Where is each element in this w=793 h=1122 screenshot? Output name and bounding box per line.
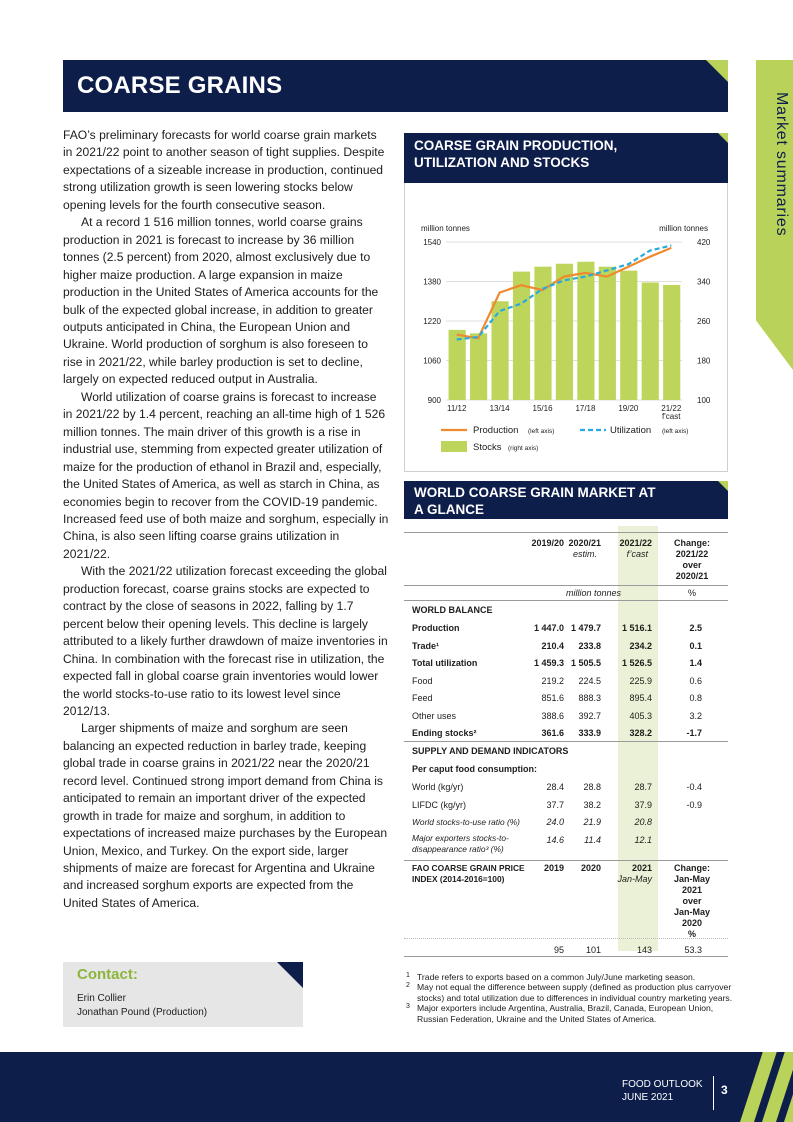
footer-date: JUNE 2021 — [622, 1092, 674, 1103]
right-tick-label: 340 — [697, 277, 711, 287]
right-tick-label: 100 — [697, 396, 711, 405]
cell-value: 101 — [585, 945, 601, 955]
col-subhead: estim. — [572, 549, 597, 559]
rule — [404, 741, 728, 742]
cell-value: 392.7 — [578, 710, 601, 721]
col-head: 2021/22 — [675, 549, 709, 559]
col-head: over — [682, 560, 702, 570]
footnote-number: 3 — [406, 1003, 410, 1011]
footnote-number: 2 — [406, 982, 410, 990]
footnotes — [404, 972, 734, 1024]
cell-value: 37.9 — [634, 799, 652, 810]
cell-value: 2.5 — [689, 623, 702, 633]
cell-value: 851.6 — [541, 693, 564, 703]
row-label: LIFDC (kg/yr) — [412, 799, 466, 810]
left-tick-label: 1540 — [423, 238, 441, 247]
cell-value: 1 447.0 — [533, 623, 564, 633]
row-label: Total utilization — [412, 658, 478, 668]
row-label: World stocks-to-use ratio (%) — [412, 817, 520, 827]
legend-axis-note: (left axis) — [662, 428, 689, 435]
cell-value: 234.2 — [629, 640, 652, 651]
row-label: Major exporters stocks-to- — [412, 833, 509, 843]
footer-divider — [713, 1076, 714, 1110]
rule — [404, 860, 728, 861]
footnote — [404, 1003, 734, 1024]
table-title — [404, 481, 728, 519]
col-head: 2019/20 — [531, 538, 564, 548]
paragraph: At a record 1 516 million tonnes, world coarse grains production in 2021 is forecast to increase by 36 million tonnes (2.5 percent) from 2020, almost exclusively due to higher maize production. A large expansion in maize production in the United States of America accounts for the bulk of the expected global increase, in addition to greater outputs anticipated in China, the European Union and Ukraine. World production of sorghum is also foreseen to rise in 2021/22, while barley production is set to decline, largely on expected reduced output in Australia. — [63, 215, 379, 387]
body-text — [63, 127, 389, 912]
cell-value: 95 — [553, 945, 564, 955]
cell-value: 24.0 — [546, 817, 564, 827]
col-head: Jan-May — [673, 874, 710, 884]
cell-value: 1 526.5 — [621, 658, 652, 668]
footnote-number: 1 — [406, 972, 410, 979]
page-number: 3 — [721, 1083, 728, 1097]
sub-heading: Per caput food consumption: — [412, 764, 537, 774]
rule — [404, 532, 728, 533]
row-label: INDEX (2014-2016=100) — [412, 874, 505, 884]
production-legend-label: Production — [473, 425, 519, 436]
cell-value: 225.9 — [629, 675, 652, 686]
cell-value: 405.3 — [629, 710, 652, 721]
side-tab-label: Market summaries — [773, 92, 790, 237]
cell-value: 1 505.5 — [570, 658, 601, 668]
stocks-bar — [642, 282, 659, 400]
col-head: 2020/21 — [568, 538, 601, 548]
footnote-text: Major exporters include Argentina, Australia, Brazil, Canada, European Union, Russian Federation, Ukraine and the United States of America. — [417, 1003, 714, 1024]
cell-value: 53.3 — [684, 945, 702, 955]
chart-title-line: UTILIZATION AND STOCKS — [414, 155, 590, 170]
col-subhead: f’cast — [626, 549, 648, 559]
row-label: Ending stocks² — [412, 728, 477, 738]
left-tick-label: 1060 — [423, 356, 441, 366]
contact-name: Erin Collier — [77, 993, 126, 1004]
contact-name: Jonathan Pound (Production) — [77, 1007, 208, 1018]
cell-value: 895.4 — [629, 693, 652, 703]
x-tick-label: 15/16 — [532, 404, 553, 413]
cell-value: 0.6 — [689, 675, 702, 686]
corner-accent — [718, 133, 728, 143]
col-head: % — [687, 929, 696, 939]
row-label: Trade¹ — [412, 640, 440, 651]
cell-value: 14.6 — [546, 835, 564, 845]
left-tick-label: 1220 — [423, 317, 441, 326]
row-label: Production — [412, 623, 460, 633]
section-heading: WORLD BALANCE — [412, 605, 493, 615]
right-tick-label: 180 — [697, 356, 711, 366]
cell-value: 21.9 — [583, 817, 601, 827]
cell-value: 219.2 — [541, 675, 564, 686]
right-tick-label: 260 — [697, 317, 711, 326]
cell-value: 143 — [636, 945, 652, 955]
paragraph: FAO’s preliminary forecasts for world coarse grain markets in 2021/22 point to another season of tight supplies. Despite expectations of a sizeable increase in production, continued strong utilization growth is seen lowering stocks below opening levels for the fourth consecutive season. — [63, 128, 385, 212]
footer-publication: FOOD OUTLOOK — [622, 1079, 703, 1090]
cell-value: 38.2 — [583, 799, 601, 810]
footnote — [404, 972, 734, 982]
cell-value: 28.4 — [546, 782, 564, 792]
cell-value: 1 516.1 — [621, 623, 652, 633]
stocks-legend-swatch — [441, 441, 467, 452]
contact-box — [63, 962, 303, 1027]
cell-value: 888.3 — [578, 693, 601, 703]
col-head: 2019 — [543, 863, 564, 873]
table-title-line: A GLANCE — [414, 502, 484, 517]
paragraph: World utilization of coarse grains is forecast to increase in 2021/22 by 1.4 percent, reaching an all-time high of 1 526 million tonnes. The main driver of this growth is a rise in industrial use, stemming from expected greater utilization of maize for the production of ethanol in Brazil and, especially, the United States of America, as well as starch in China, as economies begin to recover from the COVID-19 pandemic. Increased feed use of both maize and sorghum, especially in China, is also seen lifting coarse grains utilization in 2021/22. — [63, 389, 389, 561]
cell-value: 361.6 — [541, 728, 564, 738]
row-label: Feed — [412, 693, 433, 703]
stocks-bar — [556, 264, 573, 400]
stocks-bar — [663, 285, 680, 400]
x-tick-label: 13/14 — [489, 404, 510, 413]
x-tick-label: 19/20 — [618, 404, 639, 413]
page-title: COARSE GRAINS — [77, 72, 283, 99]
row-label: World (kg/yr) — [412, 782, 464, 792]
corner-accent — [277, 962, 303, 988]
legend-axis-note: (right axis) — [508, 445, 539, 452]
row-label: Other uses — [412, 710, 457, 721]
cell-value: 1 459.3 — [533, 658, 564, 668]
row-label: FAO COARSE GRAIN PRICE — [412, 863, 525, 873]
cell-value: 28.8 — [583, 782, 601, 792]
footnote-text: Trade refers to exports based on a common July/June marketing season. — [417, 972, 696, 982]
col-head: Jan-May — [673, 907, 710, 917]
col-head: over — [682, 896, 702, 906]
title-band — [63, 60, 728, 112]
x-tick-label: 21/22 — [661, 404, 682, 413]
col-head: 2020 — [681, 918, 703, 928]
col-head: 2021 — [631, 863, 652, 873]
stocks-bar — [577, 262, 594, 400]
row-label: Food — [412, 675, 433, 686]
stocks-bar — [599, 267, 616, 400]
cell-value: 37.7 — [546, 799, 564, 810]
row-label: disappearance ratio³ (%) — [412, 844, 504, 854]
x-tick-label: 11/12 — [447, 404, 467, 413]
table-title-line: WORLD COARSE GRAIN MARKET AT — [414, 485, 656, 500]
cell-value: 210.4 — [541, 640, 564, 651]
cell-value: 11.4 — [584, 835, 601, 845]
contact-title: Contact: — [77, 966, 138, 983]
rule — [404, 938, 728, 939]
unit-label: million tonnes — [566, 588, 622, 598]
rule — [404, 585, 728, 586]
stocks-legend-label: Stocks — [473, 442, 502, 453]
paragraph: Larger shipments of maize and sorghum are seen balancing an expected reduction in barley trade, keeping global trade in coarse grains in 2021/22 near the 2020/21 record level. Continued strong import demand from China is anticipated to remain an important driver of the expected growth in trade for maize and sorghum, in addition to expectations of increased maize purchases by the European Union, Mexico, and Turkey. On the export side, larger shipments of maize are forecast for Argentina and Ukraine and increased sorghum exports are expected from the United States of America. — [63, 721, 388, 910]
paragraph: With the 2021/22 utilization forecast exceeding the global production forecast, coarse grains stocks are expected to contract by the close of seasons in 2022, falling by 1.7 percent below their opening levels. This decline is largely attributed to a likely further drawdown of maize inventories in China. In combination with the forecast rise in utilization, the expected fall in global coarse grain inventories would lower the world stocks-to-use ratio to its lowest level since 2012/13. — [63, 564, 388, 718]
cell-value: 28.7 — [634, 782, 652, 792]
left-axis-title: million tonnes — [421, 224, 470, 233]
section-heading: SUPPLY AND DEMAND INDICATORS — [412, 746, 569, 756]
right-axis-title: million tonnes — [659, 224, 708, 233]
corner-accent — [706, 60, 728, 82]
rule — [404, 956, 728, 957]
cell-value: 1 479.7 — [570, 623, 601, 633]
cell-value: 0.8 — [689, 693, 702, 703]
col-head: Change: — [674, 863, 710, 873]
col-head: 2020 — [580, 863, 601, 873]
cell-value: 333.9 — [578, 728, 601, 738]
cell-value: 233.8 — [578, 640, 601, 651]
col-head: Change: — [674, 538, 710, 548]
stocks-bar — [470, 333, 487, 400]
left-tick-label: 1380 — [423, 277, 441, 287]
cell-value: -1.7 — [686, 728, 702, 738]
chart-title-line: COARSE GRAIN PRODUCTION, — [414, 138, 618, 153]
cell-value: 388.6 — [541, 710, 564, 721]
x-tick-label: 17/18 — [575, 404, 596, 413]
rule — [404, 600, 728, 601]
chart-title — [404, 133, 728, 183]
cell-value: 328.2 — [629, 728, 652, 738]
col-head: 2021 — [681, 885, 703, 895]
col-head: 2020/21 — [675, 571, 709, 581]
cell-value: 0.1 — [689, 640, 702, 651]
stocks-bar — [513, 272, 530, 400]
chart — [404, 215, 728, 465]
right-tick-label: 420 — [697, 238, 711, 247]
corner-accent — [718, 481, 728, 491]
cell-value: 20.8 — [634, 817, 652, 827]
cell-value: -0.4 — [686, 782, 702, 792]
col-head: 2021/22 — [619, 538, 652, 548]
cell-value: 12.1 — [634, 835, 652, 845]
footnote-text: May not equal the difference between supply (defined as production plus carryover stocks) and total utilization due to differences in individual country marketing years. — [417, 982, 733, 1003]
utilization-legend-label: Utilization — [610, 425, 652, 436]
legend-axis-note: (left axis) — [528, 428, 555, 435]
cell-value: 3.2 — [689, 710, 702, 721]
stocks-bar — [620, 271, 637, 400]
cell-value: 224.5 — [578, 675, 601, 686]
col-subhead: Jan-May — [617, 874, 652, 884]
x-tick-label: f'cast — [662, 412, 681, 421]
left-tick-label: 900 — [427, 396, 441, 405]
footnote — [404, 982, 734, 1003]
cell-value: 1.4 — [689, 658, 702, 668]
forecast-column-highlight — [618, 526, 658, 951]
stocks-bar — [491, 301, 508, 400]
cell-value: -0.9 — [686, 799, 702, 810]
unit-label: % — [687, 588, 696, 598]
